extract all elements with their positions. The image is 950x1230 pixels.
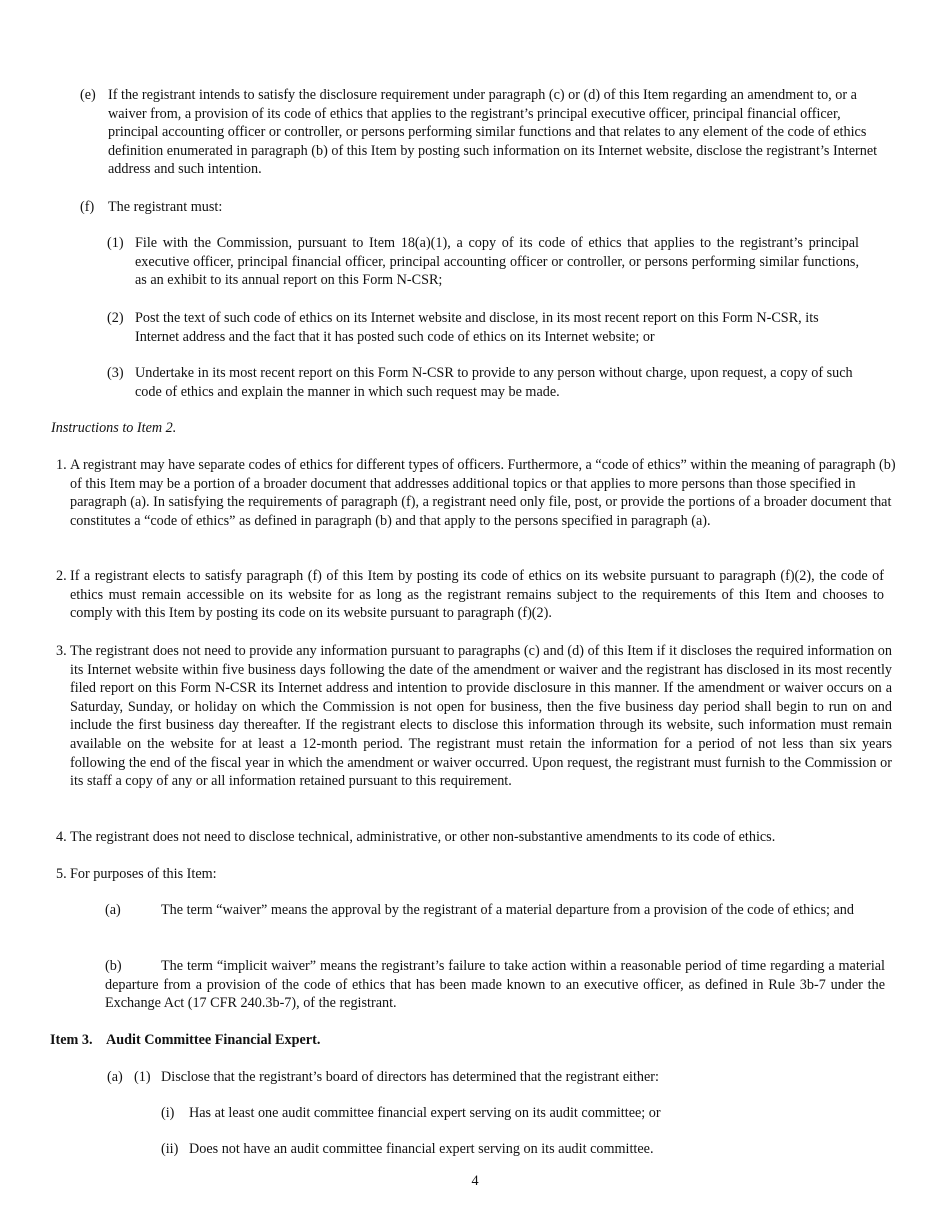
item-3-option-ii [161,1140,654,1159]
definition-implicit-waiver [105,957,885,1013]
paragraph-text: Undertake in its most recent report on this Form N-CSR to provide to any person without charge, upon request, a copy of such code of ethics and explain the manner in which such request may be made. [135,365,853,400]
item-3-a-1 [107,1068,659,1087]
paragraph-marker: (f) [80,199,95,215]
list-marker: 5. [56,866,67,882]
option-marker: (i) [161,1105,175,1121]
list-marker: 2. [56,568,67,584]
list-marker: 1. [56,457,67,473]
paragraph-f-1 [107,234,859,290]
item-3-title: Audit Committee Financial Expert. [106,1032,321,1048]
list-text: If a registrant elects to satisfy paragraph (f) of this Item by posting its code of ethics on its website pursuant to paragraph (f)(2), the code of ethics must remain accessible on its website for as long as the registrant remains subject to the requirements of this Item and chooses to comply with this Item by posting its code on its website pursuant to paragraph (f)(2). [70,568,884,622]
instruction-item-5 [56,865,892,884]
list-text: For purposes of this Item: [70,866,217,882]
item-3-a1-marker: (1) [134,1069,151,1085]
instruction-item-3 [56,642,892,791]
paragraph-text: The registrant must: [108,199,223,215]
paragraph-marker: (e) [80,87,96,103]
list-text: The registrant does not need to disclose technical, administrative, or other non-substantive amendments to its code of ethics. [70,829,776,845]
instruction-item-1 [56,456,896,530]
paragraph-marker: (3) [107,365,124,381]
instructions-heading: Instructions to Item 2. [51,420,177,436]
paragraph-marker: (1) [107,235,124,251]
paragraph-e [80,86,886,179]
paragraph-text: File with the Commission, pursuant to Item 18(a)(1), a copy of its code of ethics that applies to the registrant’s principal executive officer, principal financial officer, principal accounting officer or controller, or persons performing similar functions, as an exhibit to its annual report on this Form N-CSR; [135,235,859,289]
paragraph-marker: (2) [107,310,124,326]
item-3-label: Item 3. [50,1032,93,1048]
item-3-a-marker: (a) [107,1069,123,1085]
item-3-a1-text: Disclose that the registrant’s board of directors has determined that the registrant either: [161,1069,659,1085]
definition-waiver [105,901,885,920]
paragraph-f [80,198,886,217]
option-text: Has at least one audit committee financial expert serving on its audit committee; or [189,1105,661,1121]
paragraph-text: If the registrant intends to satisfy the disclosure requirement under paragraph (c) or (d) of this Item regarding an amendment to, or a waiver from, a provision of its code of ethics that applies to the registrant’s principal executive officer, principal financial officer, principal accounting officer or controller, or persons performing similar functions and that relates to any element of the code of ethics definition enumerated in paragraph (b) of this Item by posting such information on its Internet website, disclose the registrant’s Internet address and such intention. [108,87,878,178]
paragraph-f-3 [107,364,873,401]
definition-text: The term “implicit waiver” means the registrant’s failure to take action within a reasonable period of time regarding a material departure from a provision of the code of ethics that has been made known to an executive officer, as defined in Rule 3b-7 under the Exchange Act (17 CFR 240.3b-7), of the registrant. [105,958,885,1012]
instruction-item-4 [56,828,892,847]
definition-text: The term “waiver” means the approval by the registrant of a material departure from a provision of the code of ethics; and [161,902,854,918]
list-text: A registrant may have separate codes of ethics for different types of officers. Furthermore, a “code of ethics” within the meaning of paragraph (b) of this Item may be a portion of a broader document that addresses additional topics or that applies to more persons than those specified in paragraph (a). In satisfying the requirements of paragraph (f), a registrant need only file, post, or provide the portions of a broader document that constitutes a “code of ethics” as defined in paragraph (b) and that apply to the persons specified in paragraph (a). [70,457,896,529]
list-marker: 4. [56,829,67,845]
paragraph-f-2 [107,309,859,346]
item-3-heading [50,1031,320,1050]
list-marker: 3. [56,643,67,659]
paragraph-text: Post the text of such code of ethics on its Internet website and disclose, in its most recent report on this Form N-CSR, its Internet address and the fact that it has posted such code of ethics on its Internet website; or [135,310,819,345]
option-marker: (ii) [161,1141,179,1157]
item-3-option-i [161,1104,661,1123]
definition-marker: (a) [105,902,121,918]
instruction-item-2 [56,567,884,623]
option-text: Does not have an audit committee financial expert serving on its audit committee. [189,1141,654,1157]
list-text: The registrant does not need to provide any information pursuant to paragraphs (c) and (d) of this Item if it discloses the required information on its Internet website within five business days following the date of the amendment or waiver and the registrant has disclosed in its most recently filed report on this Form N-CSR its Internet address and intention to provide disclosure in this manner. If the amendment or waiver occurs on a Saturday, Sunday, or holiday on which the Commission is not open for business, then the five business day period shall begin to run on and include the first business day thereafter. If the registrant elects to disclose this information through its website, such information must remain available on the website for at least a 12-month period. The registrant must retain the information for a period of not less than six years following the end of the fiscal year in which the amendment or waiver occurred. Upon request, the registrant must furnish to the Commission or its staff a copy of any or all information retained pursuant to this requirement. [70,643,892,790]
definition-marker: (b) [105,958,122,974]
page-number: 4 [471,1173,479,1189]
